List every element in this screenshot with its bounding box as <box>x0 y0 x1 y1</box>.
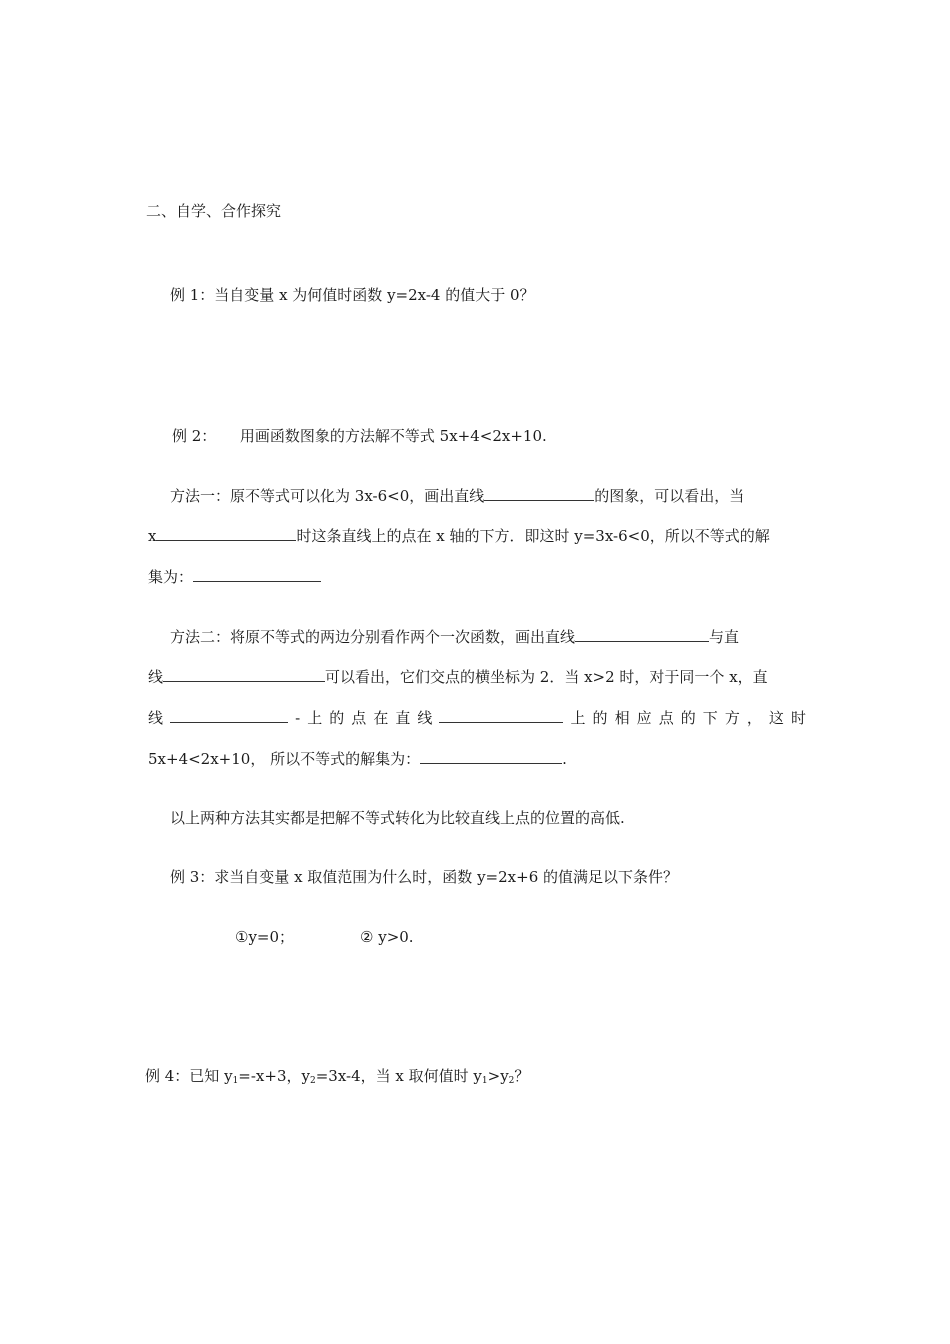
char: 方 <box>724 709 740 727</box>
char: 在 <box>373 709 389 727</box>
answer-blank[interactable] <box>575 627 709 642</box>
method-2-text-d: 可以看出，它们交点的横坐标为 2．当 x>2 时，对于同一个 x，直 <box>325 668 768 686</box>
answer-blank[interactable] <box>420 749 562 764</box>
subscript: 2 <box>309 1076 316 1086</box>
method-2-text-b: 与直 <box>709 628 740 646</box>
char: 的 <box>329 709 345 727</box>
section-title: 二、自学、合作探究 <box>146 202 282 220</box>
char: 的 <box>592 709 608 727</box>
method-2-line-3 <box>148 708 806 728</box>
char: 下 <box>702 709 718 727</box>
char: 点 <box>658 709 674 727</box>
answer-blank[interactable] <box>163 667 325 682</box>
method-2-line-2 <box>148 667 768 687</box>
answer-blank[interactable] <box>193 567 321 582</box>
example-3-condition-1: ①y=0； <box>235 928 295 946</box>
char: 相 <box>614 709 630 727</box>
method-1-line-3 <box>148 567 321 587</box>
char: 时 <box>790 709 806 727</box>
method-2-line-4 <box>148 749 567 769</box>
method-2-line-1 <box>170 627 739 647</box>
example-2-text: 用画函数图象的方法解不等式 5x+4<2x+10. <box>239 427 547 445</box>
answer-blank[interactable] <box>439 708 563 723</box>
example-4-text: =3x-4，当 x 取何值时 y <box>315 1067 482 1085</box>
example-2 <box>172 426 547 446</box>
method-2-text-c: 线 <box>148 668 164 686</box>
method-2-text-a: 方法二：将原不等式的两边分别看作两个一次函数，画出直线 <box>170 628 576 646</box>
char: 这 <box>768 709 784 727</box>
method-1-line-1 <box>170 486 744 506</box>
char: ， <box>746 709 762 727</box>
char: 上 <box>570 709 586 727</box>
example-3-condition-2: ② y>0. <box>360 928 414 946</box>
method-1-text-c: x <box>148 527 157 545</box>
char: 线 <box>417 709 433 727</box>
example-4-text: =-x+3，y <box>238 1067 310 1085</box>
char: 的 <box>680 709 696 727</box>
example-3: 例 3：求当自变量 x 取值范围为什么时，函数 y=2x+6 的值满足以下条件？ <box>170 868 679 886</box>
subscript: 1 <box>481 1076 488 1086</box>
method-2-text-e: 5x+4<2x+10， 所以不等式的解集为： <box>148 750 421 768</box>
method-2-text-f: . <box>562 750 567 768</box>
char: 线 <box>148 709 164 727</box>
example-1: 例 1：当自变量 x 为何值时函数 y=2x-4 的值大于 0？ <box>170 286 535 304</box>
method-1-line-2 <box>148 526 770 546</box>
char: 直 <box>395 709 411 727</box>
example-4-text: ？ <box>514 1067 530 1085</box>
subscript: 1 <box>232 1076 239 1086</box>
method-1-text-a: 方法一：原不等式可以化为 3x-6<0，画出直线 <box>170 487 485 505</box>
answer-blank[interactable] <box>156 526 296 541</box>
method-1-text-d: 时这条直线上的点在 x 轴的下方．即这时 y=3x-6<0，所以不等式的解 <box>296 527 770 545</box>
answer-blank[interactable] <box>484 486 594 501</box>
method-1-text-b: 的图象，可以看出，当 <box>594 487 745 505</box>
subscript: 2 <box>508 1076 515 1086</box>
char: 应 <box>636 709 652 727</box>
example-4-text: >y <box>487 1067 509 1085</box>
char: 点 <box>351 709 367 727</box>
example-4 <box>145 1066 529 1091</box>
summary-text: 以上两种方法其实都是把解不等式转化为比较直线上点的位置的高低. <box>170 809 625 827</box>
char: 上 <box>307 709 323 727</box>
char: - <box>295 709 301 727</box>
example-4-text: 例 4：已知 y <box>145 1067 233 1085</box>
method-1-text-e: 集为： <box>148 568 194 586</box>
example-2-label: 例 2： <box>172 427 217 445</box>
answer-blank[interactable] <box>170 708 288 723</box>
